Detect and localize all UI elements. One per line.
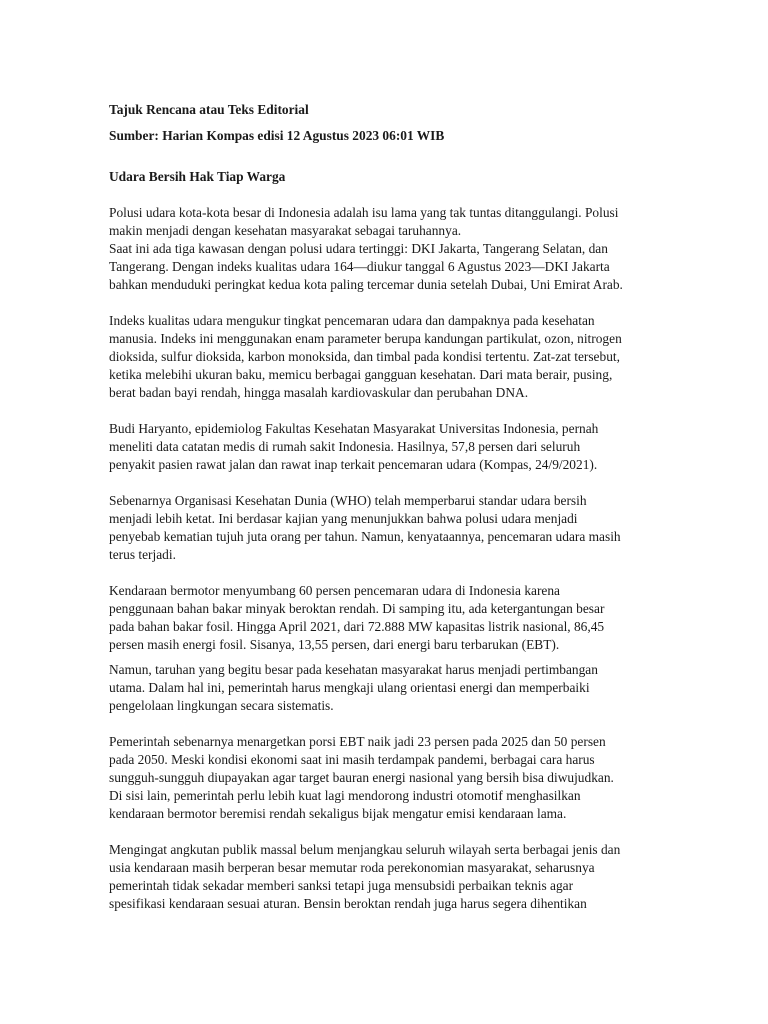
paragraph-line: penyakit pasien rawat jalan dan rawat inap terkait pencemaran udara (Kompas, 24/9/2021).: [109, 457, 598, 472]
paragraph-line: Di sisi lain, pemerintah perlu lebih kuat lagi mendorong industri otomotif menghasilkan: [109, 788, 581, 803]
paragraph-line: pada 2050. Meski kondisi ekonomi saat ini masih terdampak pandemi, berbagai cara harus: [109, 752, 595, 767]
paragraph-2: [109, 312, 669, 402]
paragraph-line: Mengingat angkutan publik massal belum menjangkau seluruh wilayah serta berbagai jenis dan: [109, 842, 621, 857]
paragraph-line: Sebenarnya Organisasi Kesehatan Dunia (WHO) telah memperbarui standar udara bersih: [109, 493, 587, 508]
document-title: Tajuk Rencana atau Teks Editorial: [109, 102, 309, 117]
paragraph-line: terus terjadi.: [109, 547, 176, 562]
paragraph-line: pada bahan bakar fosil. Hingga April 2021, dari 72.888 MW kapasitas listrik nasional, 86,45: [109, 619, 605, 634]
document-source: Sumber: Harian Kompas edisi 12 Agustus 2023 06:01 WIB: [109, 128, 445, 143]
paragraph-line: manusia. Indeks ini menggunakan enam parameter berupa kandungan partikulat, ozon, nitrogen: [109, 331, 622, 346]
paragraph-line: Kendaraan bermotor menyumbang 60 persen pencemaran udara di Indonesia karena: [109, 583, 560, 598]
paragraph-line: Namun, taruhan yang begitu besar pada kesehatan masyarakat harus menjadi pertimbangan: [109, 662, 598, 677]
paragraph-line: menjadi lebih ketat. Ini berdasar kajian yang menunjukkan bahwa polusi udara menjadi: [109, 511, 578, 526]
paragraph-line: penggunaan bahan bakar minyak beroktan rendah. Di samping itu, ada ketergantungan besar: [109, 601, 605, 616]
paragraph-5: [109, 582, 669, 654]
paragraph-line: ketika melebihi ukuran baku, memicu berbagai gangguan kesehatan. Dari mata berair, pusing,: [109, 367, 613, 382]
paragraph-line: pengelolaan lingkungan secara sistematis.: [109, 698, 334, 713]
paragraph-line: spesifikasi kendaraan sesuai aturan. Bensin beroktan rendah juga harus segera dihentikan: [109, 896, 587, 911]
paragraph-line: Pemerintah sebenarnya menargetkan porsi EBT naik jadi 23 persen pada 2025 dan 50 persen: [109, 734, 606, 749]
paragraph-line: Tangerang. Dengan indeks kualitas udara 164—diukur tanggal 6 Agustus 2023—DKI Jakarta: [109, 259, 610, 274]
paragraph-1: [109, 204, 669, 294]
paragraph-line: pemerintah tidak sekadar memberi sanksi tetapi juga mensubsidi perbaikan teknis agar: [109, 878, 574, 893]
paragraph-line: meneliti data catatan medis di rumah sakit Indonesia. Hasilnya, 57,8 persen dari seluruh: [109, 439, 581, 454]
paragraph-line: persen masih energi fosil. Sisanya, 13,55 persen, dari energi baru terbarukan (EBT).: [109, 637, 560, 652]
paragraph-line: bahkan menduduki peringkat kedua kota paling tercemar dunia setelah Dubai, Uni Emirat Arab.: [109, 277, 623, 292]
document-page: [109, 98, 669, 913]
paragraph-8: [109, 841, 669, 913]
paragraph-4: [109, 492, 669, 564]
paragraph-3: [109, 420, 669, 474]
paragraph-line: kendaraan bermotor beremisi rendah sekaligus bijak mengatur emisi kendaraan lama.: [109, 806, 567, 821]
paragraph-6: [109, 661, 669, 715]
paragraph-line: Saat ini ada tiga kawasan dengan polusi udara tertinggi: DKI Jakarta, Tangerang Selatan, dan: [109, 241, 608, 256]
paragraph-line: Polusi udara kota-kota besar di Indonesia adalah isu lama yang tak tuntas ditanggulangi. Polusi: [109, 205, 619, 220]
paragraph-line: usia kendaraan masih berperan besar memutar roda perekonomian masyarakat, seharusnya: [109, 860, 595, 875]
paragraph-line: berat badan bayi rendah, hingga masalah kardiovaskular dan perubahan DNA.: [109, 385, 529, 400]
article-title: Udara Bersih Hak Tiap Warga: [109, 169, 286, 184]
paragraph-line: sungguh-sungguh diupayakan agar target bauran energi nasional yang bersih bisa diwujudkan.: [109, 770, 614, 785]
paragraph-line: makin menjadi dengan kesehatan masyarakat sebagai taruhannya.: [109, 223, 462, 238]
paragraph-7: [109, 733, 669, 823]
paragraph-line: penyebab kematian tujuh juta orang per tahun. Namun, kenyataannya, pencemaran udara masih: [109, 529, 621, 544]
paragraph-line: utama. Dalam hal ini, pemerintah harus mengkaji ulang orientasi energi dan memperbaiki: [109, 680, 590, 695]
paragraph-line: Indeks kualitas udara mengukur tingkat pencemaran udara dan dampaknya pada kesehatan: [109, 313, 595, 328]
paragraph-line: Budi Haryanto, epidemiolog Fakultas Kesehatan Masyarakat Universitas Indonesia, pernah: [109, 421, 599, 436]
paragraph-line: dioksida, sulfur dioksida, karbon monoksida, dan timbal pada kondisi tertentu. Zat-zat tersebut,: [109, 349, 620, 364]
